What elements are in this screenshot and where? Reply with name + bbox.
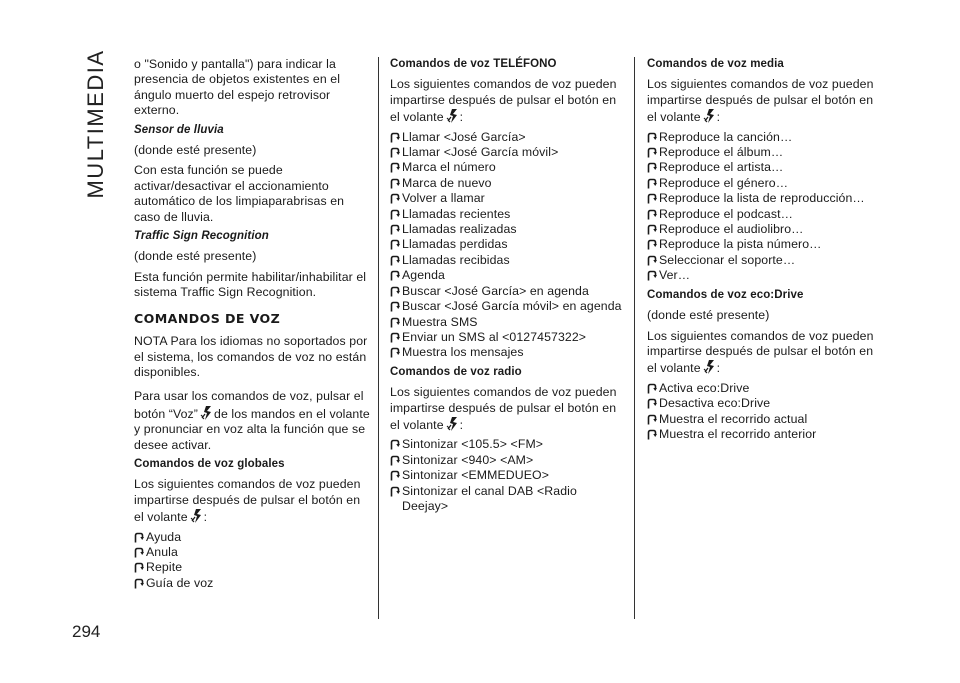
- list-item-text: Reproduce el artista…: [659, 160, 784, 175]
- list-item: [647, 396, 883, 411]
- list-item: [390, 130, 626, 145]
- colon: :: [716, 110, 721, 125]
- list-item-text: Llamadas realizadas: [402, 222, 517, 237]
- hook-arrow-bullet-icon: [390, 317, 400, 328]
- list-item-text: Sintonizar <940> <AM>: [402, 452, 534, 467]
- note-paragraph: NOTA Para los idiomas no soportados por el sistema, los comandos de voz no están disponibles.: [134, 334, 368, 379]
- phone-commands-list: [390, 130, 626, 361]
- hook-arrow-bullet-icon: [390, 255, 400, 266]
- intro-paragraph: o "Sonido y pantalla") para indicar la presencia de objetos existentes en el ángulo muerto del espejo retrovisor externo.: [134, 57, 341, 118]
- list-item-text: Reproduce el género…: [659, 175, 789, 190]
- hook-arrow-bullet-icon: [390, 347, 400, 358]
- list-item: [390, 299, 626, 314]
- phone-commands-intro: [390, 77, 626, 125]
- hook-arrow-bullet-icon: [390, 132, 400, 143]
- list-item: [390, 468, 626, 483]
- list-item-text: Agenda: [402, 268, 445, 283]
- hook-arrow-bullet-icon: [390, 209, 400, 220]
- list-item: [134, 576, 370, 591]
- list-item-text: Muestra SMS: [402, 314, 478, 329]
- list-item: [390, 453, 626, 468]
- hook-arrow-bullet-icon: [647, 255, 657, 266]
- usage-text-a: Para usar los comandos de voz, pulsar el botón “Voz”: [134, 389, 364, 421]
- list-item: [390, 160, 626, 175]
- hook-arrow-bullet-icon: [134, 578, 144, 589]
- list-item: [390, 484, 626, 515]
- list-item: [647, 412, 883, 427]
- list-item-text: Marca de nuevo: [402, 175, 492, 190]
- phone-commands-title: Comandos de voz TELÉFONO: [390, 58, 557, 70]
- list-item: [647, 207, 883, 222]
- column-3: [647, 57, 883, 442]
- radio-commands-list: [390, 437, 626, 514]
- hook-arrow-bullet-icon: [647, 162, 657, 173]
- usage-paragraph: [134, 389, 370, 453]
- rain-sensor-title: Sensor de lluvia: [134, 123, 224, 136]
- hook-arrow-bullet-icon: [647, 209, 657, 220]
- list-item-text: Llamadas recientes: [402, 206, 511, 221]
- hook-arrow-bullet-icon: [134, 562, 144, 573]
- media-intro-text: Los siguientes comandos de voz pueden impartirse después de pulsar el botón en el volante: [647, 77, 874, 125]
- list-item-text: Sintonizar <105.5> <FM>: [402, 437, 544, 452]
- voice-command-icon: [446, 108, 458, 124]
- list-item: [390, 345, 626, 360]
- hook-arrow-bullet-icon: [647, 178, 657, 189]
- list-item-text: Ver…: [659, 268, 691, 283]
- list-item-text: Reproduce el álbum…: [659, 145, 784, 160]
- list-item: [390, 222, 626, 237]
- hook-arrow-bullet-icon: [647, 224, 657, 235]
- hook-arrow-bullet-icon: [390, 224, 400, 235]
- tsr-note: (donde esté presente): [134, 249, 257, 264]
- hook-arrow-bullet-icon: [134, 532, 144, 543]
- list-item: [134, 560, 370, 575]
- colon: :: [716, 361, 721, 376]
- section-label-text: MULTIMEDIA: [83, 49, 108, 199]
- list-item-text: Llamadas perdidas: [402, 237, 508, 252]
- list-item: [647, 222, 883, 237]
- hook-arrow-bullet-icon: [647, 193, 657, 204]
- list-item: [647, 381, 883, 396]
- list-item-text: Muestra el recorrido actual: [659, 411, 808, 426]
- hook-arrow-bullet-icon: [390, 239, 400, 250]
- list-item: [647, 145, 883, 160]
- hook-arrow-bullet-icon: [390, 270, 400, 281]
- voice-command-icon: [190, 508, 202, 524]
- voice-command-icon: [703, 108, 715, 124]
- hook-arrow-bullet-icon: [647, 239, 657, 250]
- list-item-text: Volver a llamar: [402, 191, 485, 206]
- eco-commands-intro: [647, 329, 883, 377]
- hook-arrow-bullet-icon: [390, 286, 400, 297]
- list-item-text: Activa eco:Drive: [659, 380, 750, 395]
- global-commands-intro: [134, 477, 370, 525]
- list-item-text: Llamar <José García móvil>: [402, 145, 559, 160]
- list-item-text: Buscar <José García> en agenda: [402, 283, 589, 298]
- hook-arrow-bullet-icon: [390, 178, 400, 189]
- hook-arrow-bullet-icon: [647, 383, 657, 394]
- hook-arrow-bullet-icon: [647, 414, 657, 425]
- hook-arrow-bullet-icon: [647, 147, 657, 158]
- list-item-text: Ayuda: [146, 529, 182, 544]
- hook-arrow-bullet-icon: [390, 193, 400, 204]
- media-commands-title: Comandos de voz media: [647, 58, 784, 70]
- voice-commands-heading: COMANDOS DE VOZ: [134, 310, 281, 326]
- hook-arrow-bullet-icon: [390, 301, 400, 312]
- list-item-text: Reproduce la pista número…: [659, 237, 822, 252]
- list-item: [647, 268, 883, 283]
- list-item: [647, 176, 883, 191]
- hook-arrow-bullet-icon: [390, 439, 400, 450]
- list-item-text: Guía de voz: [146, 575, 214, 590]
- list-item-text: Reproduce el audiolibro…: [659, 222, 804, 237]
- list-item: [390, 237, 626, 252]
- list-item: [647, 237, 883, 252]
- list-item: [647, 160, 883, 175]
- list-item-text: Reproduce la lista de reproducción…: [659, 191, 865, 206]
- column-divider-right: [634, 57, 635, 619]
- radio-intro-text: Los siguientes comandos de voz pueden impartirse después de pulsar el botón en el volante: [390, 385, 617, 432]
- list-item: [647, 427, 883, 442]
- radio-commands-intro: [390, 385, 626, 433]
- column-2: [390, 57, 626, 514]
- list-item: [390, 268, 626, 283]
- media-commands-intro: [647, 77, 883, 125]
- page-number: 294: [72, 622, 101, 641]
- radio-commands-title: Comandos de voz radio: [390, 365, 522, 378]
- list-item-text: Sintonizar el canal DAB <Radio Deejay>: [402, 483, 577, 513]
- hook-arrow-bullet-icon: [647, 132, 657, 143]
- global-commands-list: [134, 530, 370, 592]
- hook-arrow-bullet-icon: [390, 486, 400, 497]
- voice-command-icon: [703, 359, 715, 375]
- list-item-text: Seleccionar el soporte…: [659, 252, 796, 267]
- list-item: [390, 207, 626, 222]
- list-item: [390, 284, 626, 299]
- tsr-title: Traffic Sign Recognition: [134, 230, 269, 243]
- list-item-text: Desactiva eco:Drive: [659, 396, 771, 411]
- eco-commands-note: (donde esté presente): [647, 308, 770, 323]
- hook-arrow-bullet-icon: [390, 147, 400, 158]
- list-item: [390, 191, 626, 206]
- eco-commands-title: Comandos de voz eco:Drive: [647, 288, 804, 301]
- voice-command-icon: [200, 405, 212, 421]
- list-item-text: Reproduce el podcast…: [659, 206, 794, 221]
- column-divider-left: [378, 57, 379, 619]
- list-item: [134, 530, 370, 545]
- list-item-text: Muestra el recorrido anterior: [659, 426, 817, 441]
- rain-sensor-note: (donde esté presente): [134, 143, 257, 158]
- global-commands-title: Comandos de voz globales: [134, 457, 285, 470]
- usage-text-b: de los mandos en el volante y pronunciar en voz alta la función que se desee activar.: [134, 406, 370, 452]
- phone-intro-text: Los siguientes comandos de voz pueden impartirse después de pulsar el botón en el volante: [390, 77, 617, 125]
- list-item: [390, 145, 626, 160]
- colon: :: [459, 417, 464, 432]
- list-item: [390, 315, 626, 330]
- eco-intro-text: Los siguientes comandos de voz pueden impartirse después de pulsar el botón en el volante: [647, 328, 874, 376]
- global-intro-text: Los siguientes comandos de voz pueden impartirse después de pulsar el botón en el volante: [134, 477, 361, 525]
- colon: :: [459, 110, 464, 125]
- eco-commands-list: [647, 381, 883, 443]
- hook-arrow-bullet-icon: [390, 470, 400, 481]
- list-item: [390, 176, 626, 191]
- column-1: [134, 57, 370, 591]
- hook-arrow-bullet-icon: [647, 270, 657, 281]
- list-item-text: Muestra los mensajes: [402, 345, 524, 360]
- list-item-text: Repite: [146, 560, 183, 575]
- list-item-text: Marca el número: [402, 160, 496, 175]
- tsr-text: Esta función permite habilitar/inhabilitar el sistema Traffic Sign Recognition.: [134, 269, 367, 300]
- list-item-text: Anula: [146, 544, 178, 559]
- media-commands-list: [647, 130, 883, 284]
- hook-arrow-bullet-icon: [390, 455, 400, 466]
- hook-arrow-bullet-icon: [647, 398, 657, 409]
- list-item-text: Enviar un SMS al <0127457322>: [402, 329, 587, 344]
- list-item-text: Sintonizar <EMMEDUEO>: [402, 468, 549, 483]
- hook-arrow-bullet-icon: [647, 429, 657, 440]
- list-item-text: Reproduce la canción…: [659, 129, 793, 144]
- hook-arrow-bullet-icon: [390, 332, 400, 343]
- list-item: [647, 191, 883, 206]
- list-item-text: Llamadas recibidas: [402, 252, 510, 267]
- list-item: [390, 437, 626, 452]
- list-item-text: Llamar <José García>: [402, 129, 526, 144]
- section-side-label: [82, 49, 110, 199]
- rain-sensor-text: Con esta función se puede activar/desactivar el accionamiento automático de los limpiaparabrisas en caso de lluvia.: [134, 163, 345, 224]
- list-item: [390, 253, 626, 268]
- hook-arrow-bullet-icon: [390, 162, 400, 173]
- list-item: [647, 253, 883, 268]
- list-item: [647, 130, 883, 145]
- colon: :: [203, 510, 208, 525]
- voice-command-icon: [446, 416, 458, 432]
- list-item: [134, 545, 370, 560]
- hook-arrow-bullet-icon: [134, 547, 144, 558]
- list-item-text: Buscar <José García móvil> en agenda: [402, 299, 622, 314]
- list-item: [390, 330, 626, 345]
